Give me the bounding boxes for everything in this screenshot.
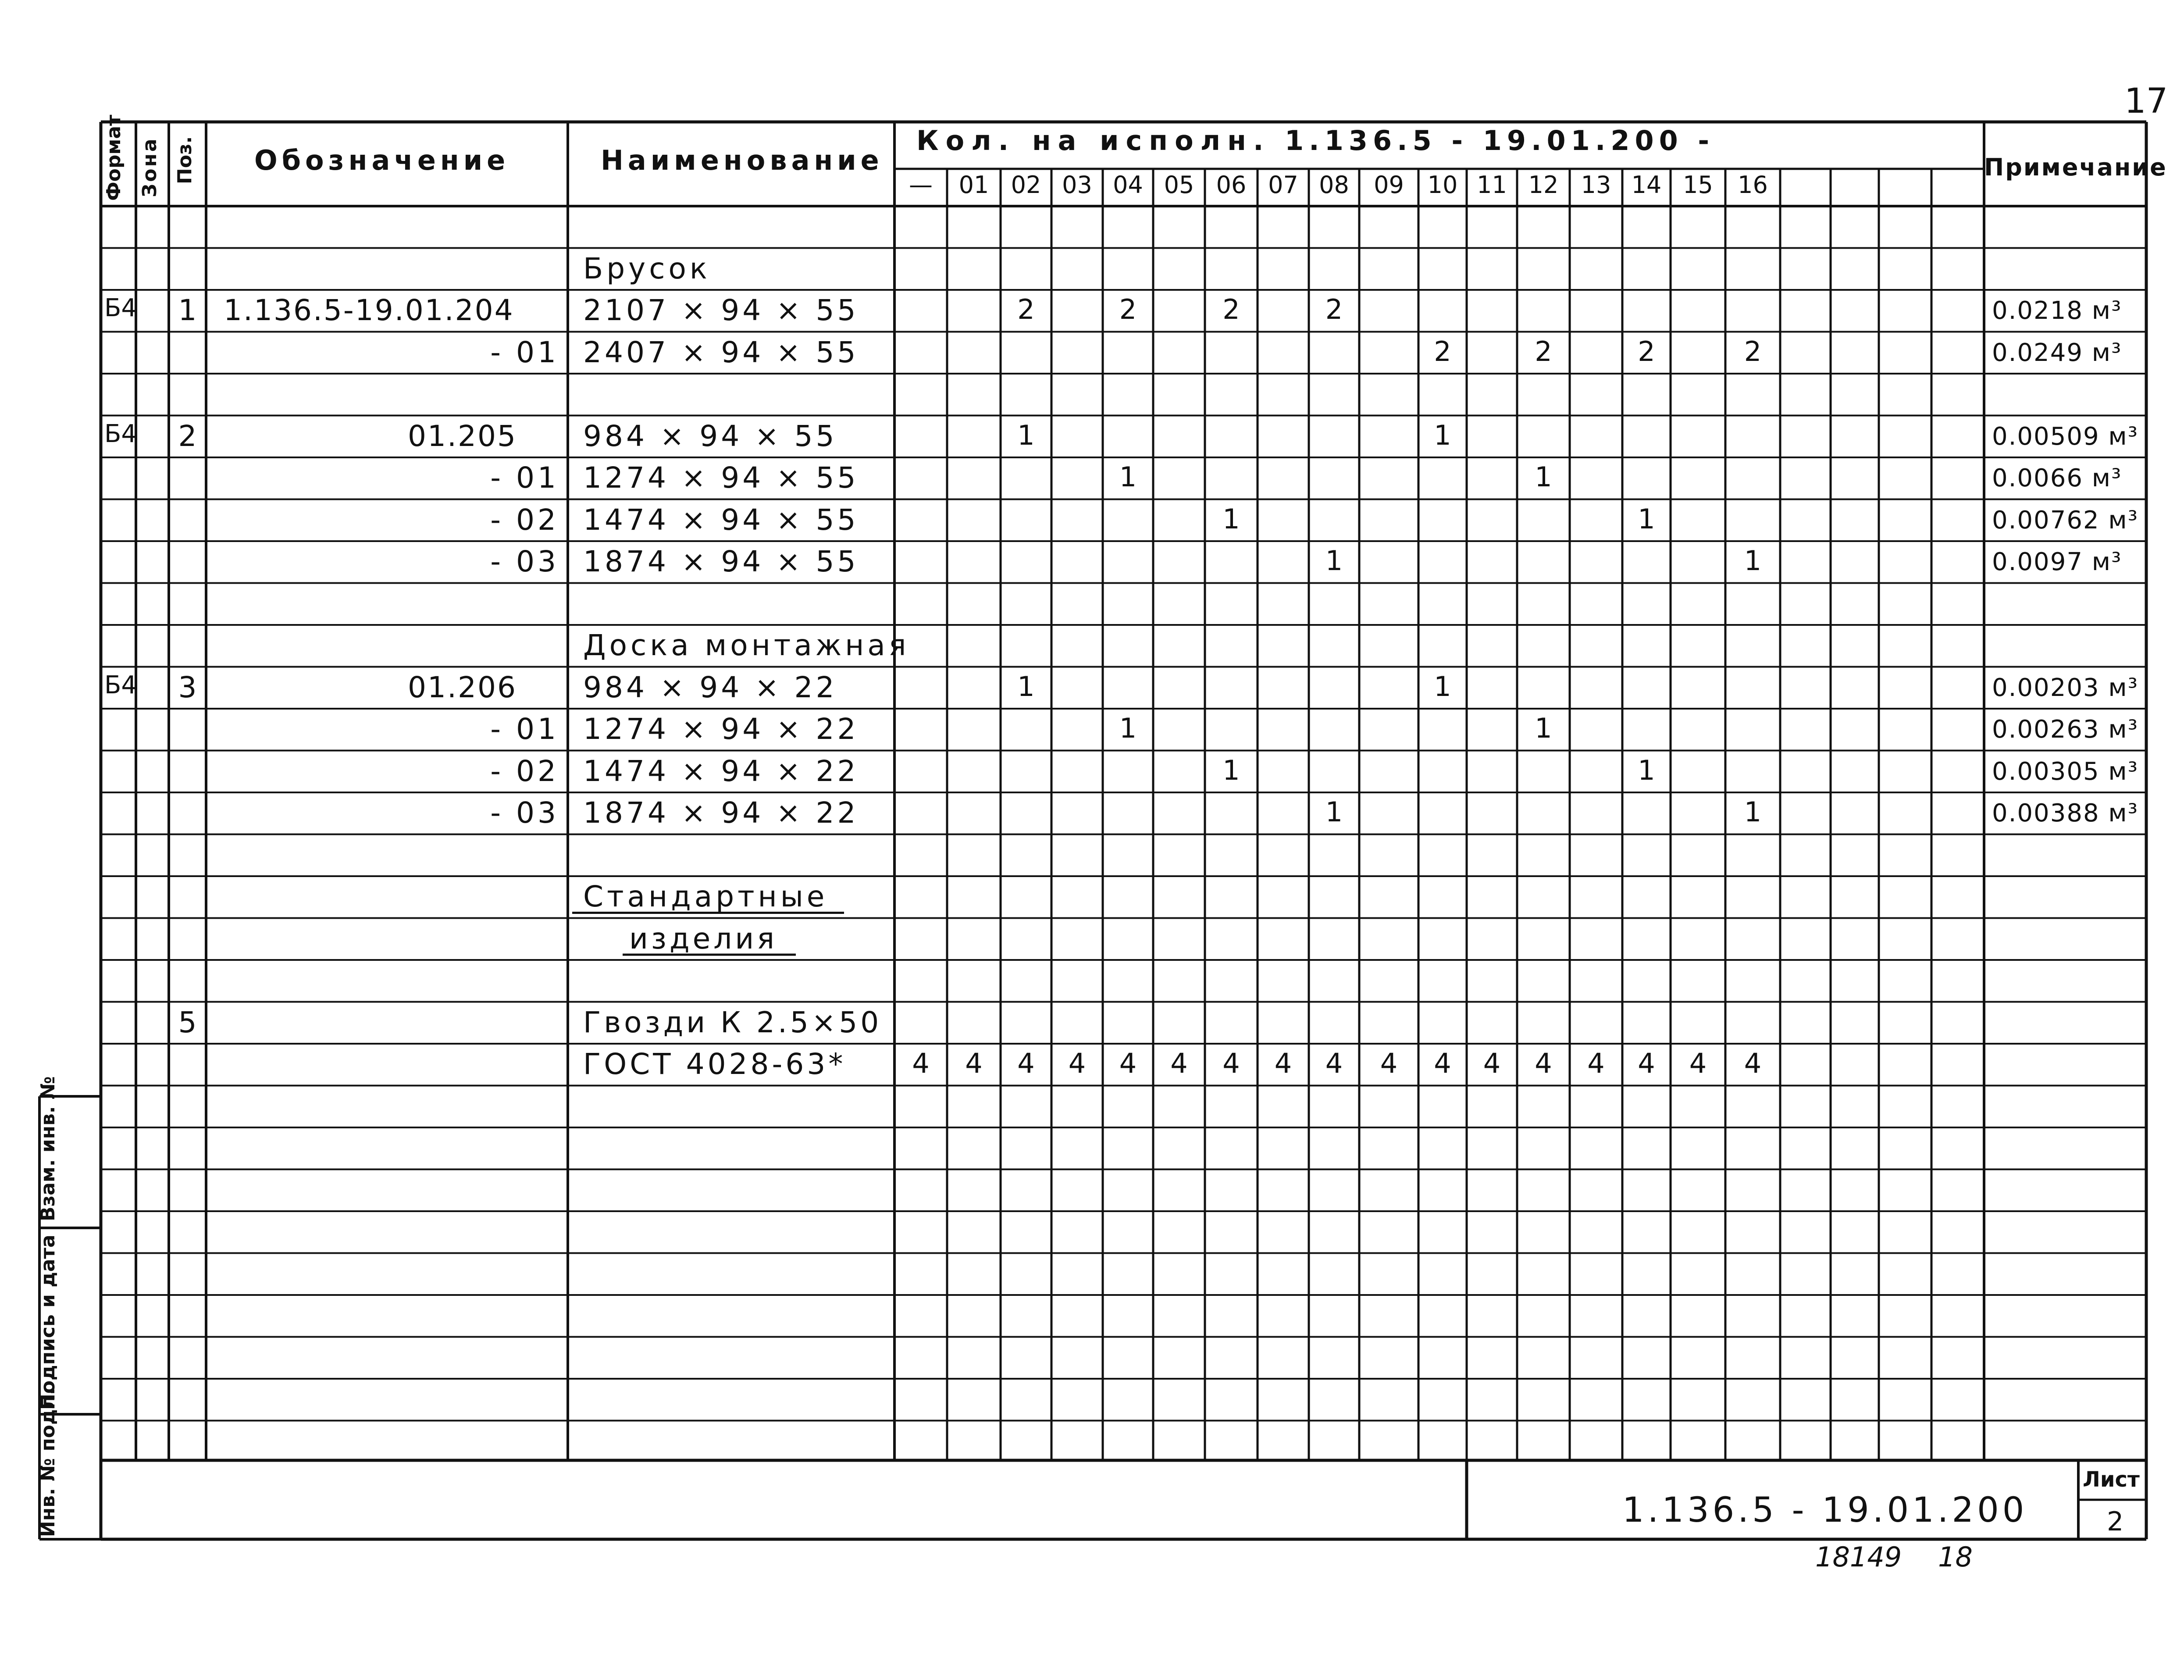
side-label-replace-inv: Взам. инв. № [37, 1076, 59, 1221]
cell-format: Б4 [104, 419, 137, 448]
cell-qty: 1 [1017, 670, 1035, 703]
title-sheet-number: 2 [2107, 1506, 2124, 1537]
cell-designation: - 03 [490, 796, 559, 830]
cell-qty: 1 [1325, 796, 1343, 828]
footer-page: 18 [1938, 1541, 1973, 1573]
variant-header: 09 [1374, 171, 1404, 199]
cell-name: 1874 × 94 × 55 [583, 545, 859, 578]
variant-header: 03 [1062, 171, 1092, 199]
cell-qty: 2 [1325, 293, 1343, 325]
cell-note: 0.00388 м³ [1992, 799, 2139, 828]
cell-qty: 4 [1535, 1047, 1552, 1079]
variant-header: 05 [1164, 171, 1194, 199]
title-doc-number: 1.136.5 - 19.01.200 [1622, 1491, 2028, 1530]
cell-note: 0.00509 м³ [1992, 422, 2139, 451]
cell-name: 1274 × 94 × 55 [583, 461, 859, 495]
cell-qty: 1 [1119, 712, 1137, 744]
cell-name: Стандартные [583, 880, 828, 913]
cell-name: 2407 × 94 × 55 [583, 335, 859, 369]
cell-qty: 4 [965, 1047, 983, 1079]
variant-header: 08 [1319, 171, 1349, 199]
cell-qty: 1 [1434, 419, 1451, 451]
cell-name: 1474 × 94 × 22 [583, 754, 859, 788]
variant-header: — [909, 171, 933, 199]
variant-header: 01 [958, 171, 989, 199]
cell-note: 0.00305 м³ [1992, 757, 2139, 786]
cell-pos: 5 [178, 1005, 197, 1039]
cell-qty: 4 [1689, 1047, 1707, 1079]
cell-qty: 4 [1017, 1047, 1035, 1079]
cell-format: Б4 [104, 671, 137, 699]
cell-qty: 2 [1535, 335, 1552, 367]
cell-note: 0.00263 м³ [1992, 715, 2139, 744]
cell-format: Б4 [104, 294, 137, 322]
cell-qty: 4 [912, 1047, 930, 1079]
cell-note: 0.0097 м³ [1992, 548, 2122, 576]
cell-qty: 4 [1434, 1047, 1451, 1079]
side-label-inv-orig: Инв. № подл. [37, 1388, 59, 1537]
cell-designation: - 01 [490, 712, 559, 746]
cell-qty: 2 [1119, 293, 1137, 325]
cell-qty: 1 [1325, 545, 1343, 577]
header-name: Наименование [601, 144, 884, 176]
cell-note: 0.00203 м³ [1992, 673, 2139, 702]
cell-qty: 1 [1535, 712, 1552, 744]
cell-qty: 1 [1638, 503, 1655, 535]
cell-designation: - 03 [490, 545, 559, 578]
cell-designation: 1.136.5-19.01.204 [224, 293, 514, 327]
cell-designation: - 02 [490, 754, 559, 788]
cell-note: 0.0249 м³ [1992, 338, 2122, 367]
variant-header: 04 [1113, 171, 1143, 199]
cell-designation: - 01 [490, 461, 559, 495]
cell-pos: 1 [178, 293, 197, 327]
cell-qty: 4 [1380, 1047, 1398, 1079]
cell-qty: 1 [1119, 461, 1137, 493]
header-zone: Зона [139, 137, 161, 197]
cell-qty: 1 [1222, 754, 1240, 786]
cell-qty: 1 [1744, 796, 1762, 828]
cell-qty: 2 [1017, 293, 1035, 325]
cell-designation: - 02 [490, 503, 559, 537]
page-number: 17 [2124, 82, 2168, 121]
cell-qty: 4 [1587, 1047, 1605, 1079]
title-sheet-label: Лист [2083, 1467, 2140, 1492]
cell-qty: 4 [1325, 1047, 1343, 1079]
cell-name: 2107 × 94 × 55 [583, 293, 859, 327]
header-format: Формат [103, 114, 125, 201]
header-designation: Обозначение [254, 144, 510, 176]
cell-qty: 2 [1744, 335, 1762, 367]
cell-qty: 1 [1744, 545, 1762, 577]
cell-name: ГОСТ 4028-63* [583, 1047, 846, 1081]
cell-qty: 1 [1535, 461, 1552, 493]
cell-qty: 2 [1638, 335, 1655, 367]
cell-qty: 4 [1068, 1047, 1086, 1079]
cell-designation: 01.206 [408, 670, 517, 704]
cell-qty: 4 [1222, 1047, 1240, 1079]
cell-name: Гвозди К 2.5×50 [583, 1005, 882, 1039]
cell-qty: 2 [1222, 293, 1240, 325]
cell-qty: 4 [1483, 1047, 1501, 1079]
header-pos: Поз. [174, 136, 196, 184]
cell-qty: 4 [1638, 1047, 1655, 1079]
variant-header: 02 [1011, 171, 1041, 199]
variant-header: 10 [1427, 171, 1458, 199]
cell-qty: 4 [1744, 1047, 1762, 1079]
cell-qty: 1 [1638, 754, 1655, 786]
variant-header: 12 [1528, 171, 1559, 199]
cell-note: 0.0218 м³ [1992, 296, 2122, 325]
cell-designation: - 01 [490, 335, 559, 369]
variant-header: 13 [1581, 171, 1611, 199]
cell-pos: 2 [178, 419, 197, 453]
cell-name: 984 × 94 × 22 [583, 670, 837, 704]
variant-header: 14 [1631, 171, 1662, 199]
cell-note: 0.0066 м³ [1992, 464, 2122, 492]
cell-qty: 1 [1017, 419, 1035, 451]
header-qty-doc: 1.136.5 - 19.01.200 - [1285, 125, 1715, 157]
cell-name: Брусок [583, 251, 711, 285]
variant-header: 16 [1738, 171, 1768, 199]
footer-code: 18149 [1815, 1541, 1902, 1573]
cell-designation: 01.205 [408, 419, 517, 453]
cell-name: 1274 × 94 × 22 [583, 712, 859, 746]
cell-qty: 2 [1434, 335, 1451, 367]
cell-qty: 4 [1119, 1047, 1137, 1079]
cell-note: 0.00762 м³ [1992, 506, 2139, 535]
cell-name: Доска монтажная [583, 628, 910, 662]
cell-pos: 3 [178, 670, 197, 704]
cell-name: изделия [629, 921, 778, 956]
variant-header: 15 [1683, 171, 1713, 199]
variant-header: 06 [1216, 171, 1247, 199]
header-note: Примечание [1984, 153, 2167, 181]
cell-name: 1474 × 94 × 55 [583, 503, 859, 537]
cell-qty: 1 [1434, 670, 1451, 703]
cell-qty: 4 [1274, 1047, 1292, 1079]
side-label-sign-date: Подпись и дата [37, 1234, 59, 1410]
variant-header: 11 [1477, 171, 1507, 199]
variant-header: 07 [1268, 171, 1298, 199]
cell-name: 1874 × 94 × 22 [583, 796, 859, 830]
cell-name: 984 × 94 × 55 [583, 419, 837, 453]
header-qty-title: Кол. на исполн. [916, 125, 1271, 157]
cell-qty: 4 [1170, 1047, 1188, 1079]
cell-qty: 1 [1222, 503, 1240, 535]
